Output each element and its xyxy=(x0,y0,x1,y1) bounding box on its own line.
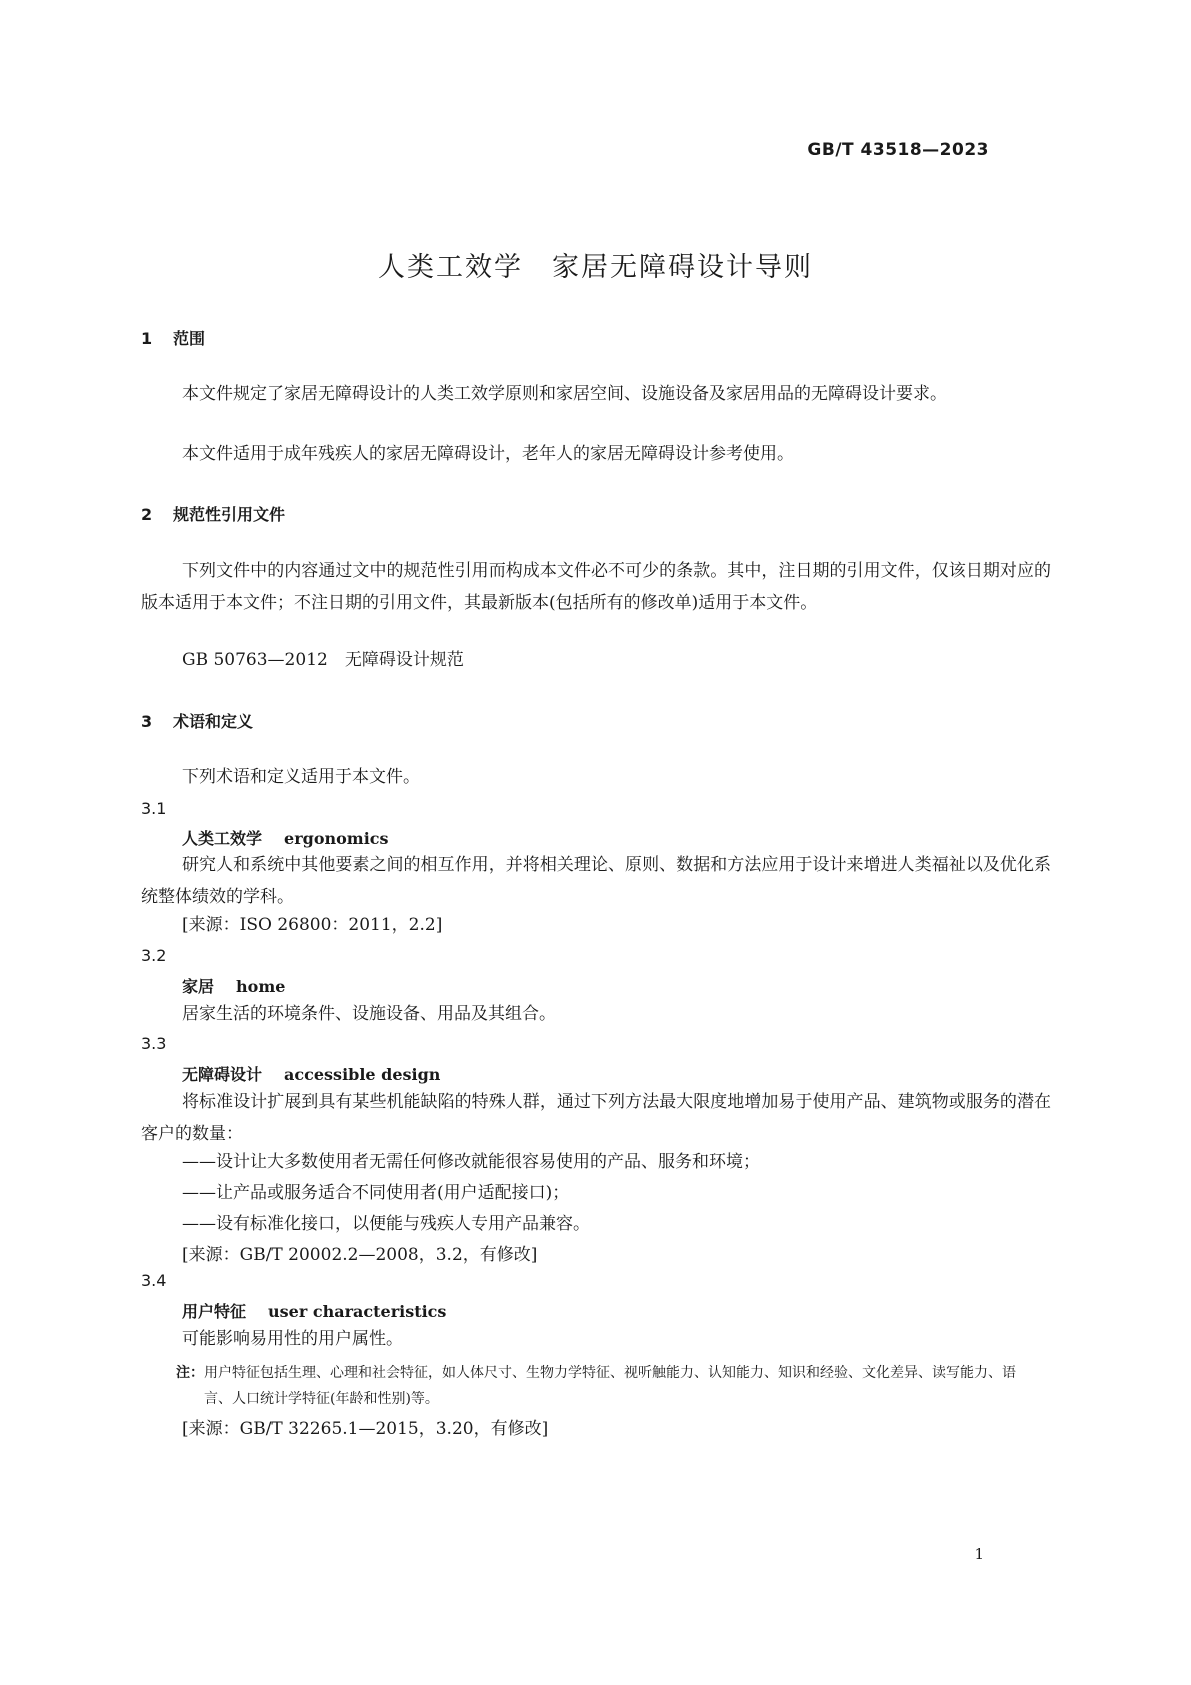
list-item: ——设有标准化接口，以便能与残疾人专用产品兼容。 xyxy=(182,1214,590,1234)
standard-number: GB/T 43518—2023 xyxy=(807,140,989,160)
term-definition: 可能影响易用性的用户属性。 xyxy=(182,1329,403,1349)
section-title: 范围 xyxy=(173,329,206,348)
term-source: [来源：ISO 26800：2011，2.2] xyxy=(182,915,443,935)
term-heading xyxy=(182,826,389,849)
term-definition: 研究人和系统中其他要素之间的相互作用，并将相关理论、原则、数据和方法应用于设计来增进人类福祉以及优化系统整体绩效的学科。 xyxy=(141,855,1051,907)
term-definition: 将标准设计扩展到具有某些机能缺陷的特殊人群，通过下列方法最大限度地增加易于使用产品、建筑物或服务的潜在客户的数量： xyxy=(141,1092,1051,1144)
term-en: accessible design xyxy=(284,1065,441,1084)
section-number: 3 xyxy=(141,712,153,731)
term-zh: 用户特征 xyxy=(182,1302,247,1321)
term-en: ergonomics xyxy=(284,829,389,848)
term-number: 3.3 xyxy=(141,1034,167,1053)
term-definition: 居家生活的环境条件、设施设备、用品及其组合。 xyxy=(182,1004,556,1024)
term-number: 3.1 xyxy=(141,799,167,818)
term-en: home xyxy=(236,977,286,996)
term-zh: 人类工效学 xyxy=(182,829,263,848)
paragraph: 下列术语和定义适用于本文件。 xyxy=(182,767,420,787)
section-2-heading xyxy=(141,502,285,525)
paragraph: 本文件适用于成年残疾人的家居无障碍设计，老年人的家居无障碍设计参考使用。 xyxy=(182,444,794,464)
section-number: 2 xyxy=(141,505,153,524)
term-zh: 无障碍设计 xyxy=(182,1065,263,1084)
document-title: 人类工效学 家居无障碍设计导则 xyxy=(378,252,813,283)
term-number: 3.4 xyxy=(141,1271,167,1290)
list-item: ——设计让大多数使用者无需任何修改就能很容易使用的产品、服务和环境； xyxy=(182,1152,760,1172)
term-heading xyxy=(182,974,285,997)
paragraph: 下列文件中的内容通过文中的规范性引用而构成本文件必不可少的条款。其中，注日期的引用文件，仅该日期对应的版本适用于本文件；不注日期的引用文件，其最新版本(包括所有的修改单)适用于本文件。 xyxy=(141,561,1051,613)
term-source: [来源：GB/T 32265.1—2015，3.20，有修改] xyxy=(182,1419,549,1439)
term-source: [来源：GB/T 20002.2—2008，3.2，有修改] xyxy=(182,1245,538,1265)
section-title: 术语和定义 xyxy=(173,712,254,731)
list-item: ——让产品或服务适合不同使用者(用户适配接口)； xyxy=(182,1183,570,1203)
term-note xyxy=(176,1360,1056,1412)
page-number: 1 xyxy=(974,1545,984,1563)
term-heading xyxy=(182,1299,446,1322)
section-title: 规范性引用文件 xyxy=(173,505,286,524)
term-heading xyxy=(182,1062,440,1085)
note-label: 注： xyxy=(176,1365,204,1381)
term-number: 3.2 xyxy=(141,946,167,965)
section-3-heading xyxy=(141,709,253,732)
term-zh: 家居 xyxy=(182,977,215,996)
normative-reference: GB 50763—2012 无障碍设计规范 xyxy=(182,650,464,670)
note-text: 用户特征包括生理、心理和社会特征，如人体尺寸、生物力学特征、视听触能力、认知能力、知识和经验、文化差异、读写能力、语言、人口统计学特征(年龄和性别)等。 xyxy=(204,1365,1016,1407)
section-number: 1 xyxy=(141,329,153,348)
section-1-heading xyxy=(141,326,205,349)
term-en: user characteristics xyxy=(268,1302,447,1321)
paragraph: 本文件规定了家居无障碍设计的人类工效学原则和家居空间、设施设备及家居用品的无障碍设计要求。 xyxy=(182,384,947,404)
